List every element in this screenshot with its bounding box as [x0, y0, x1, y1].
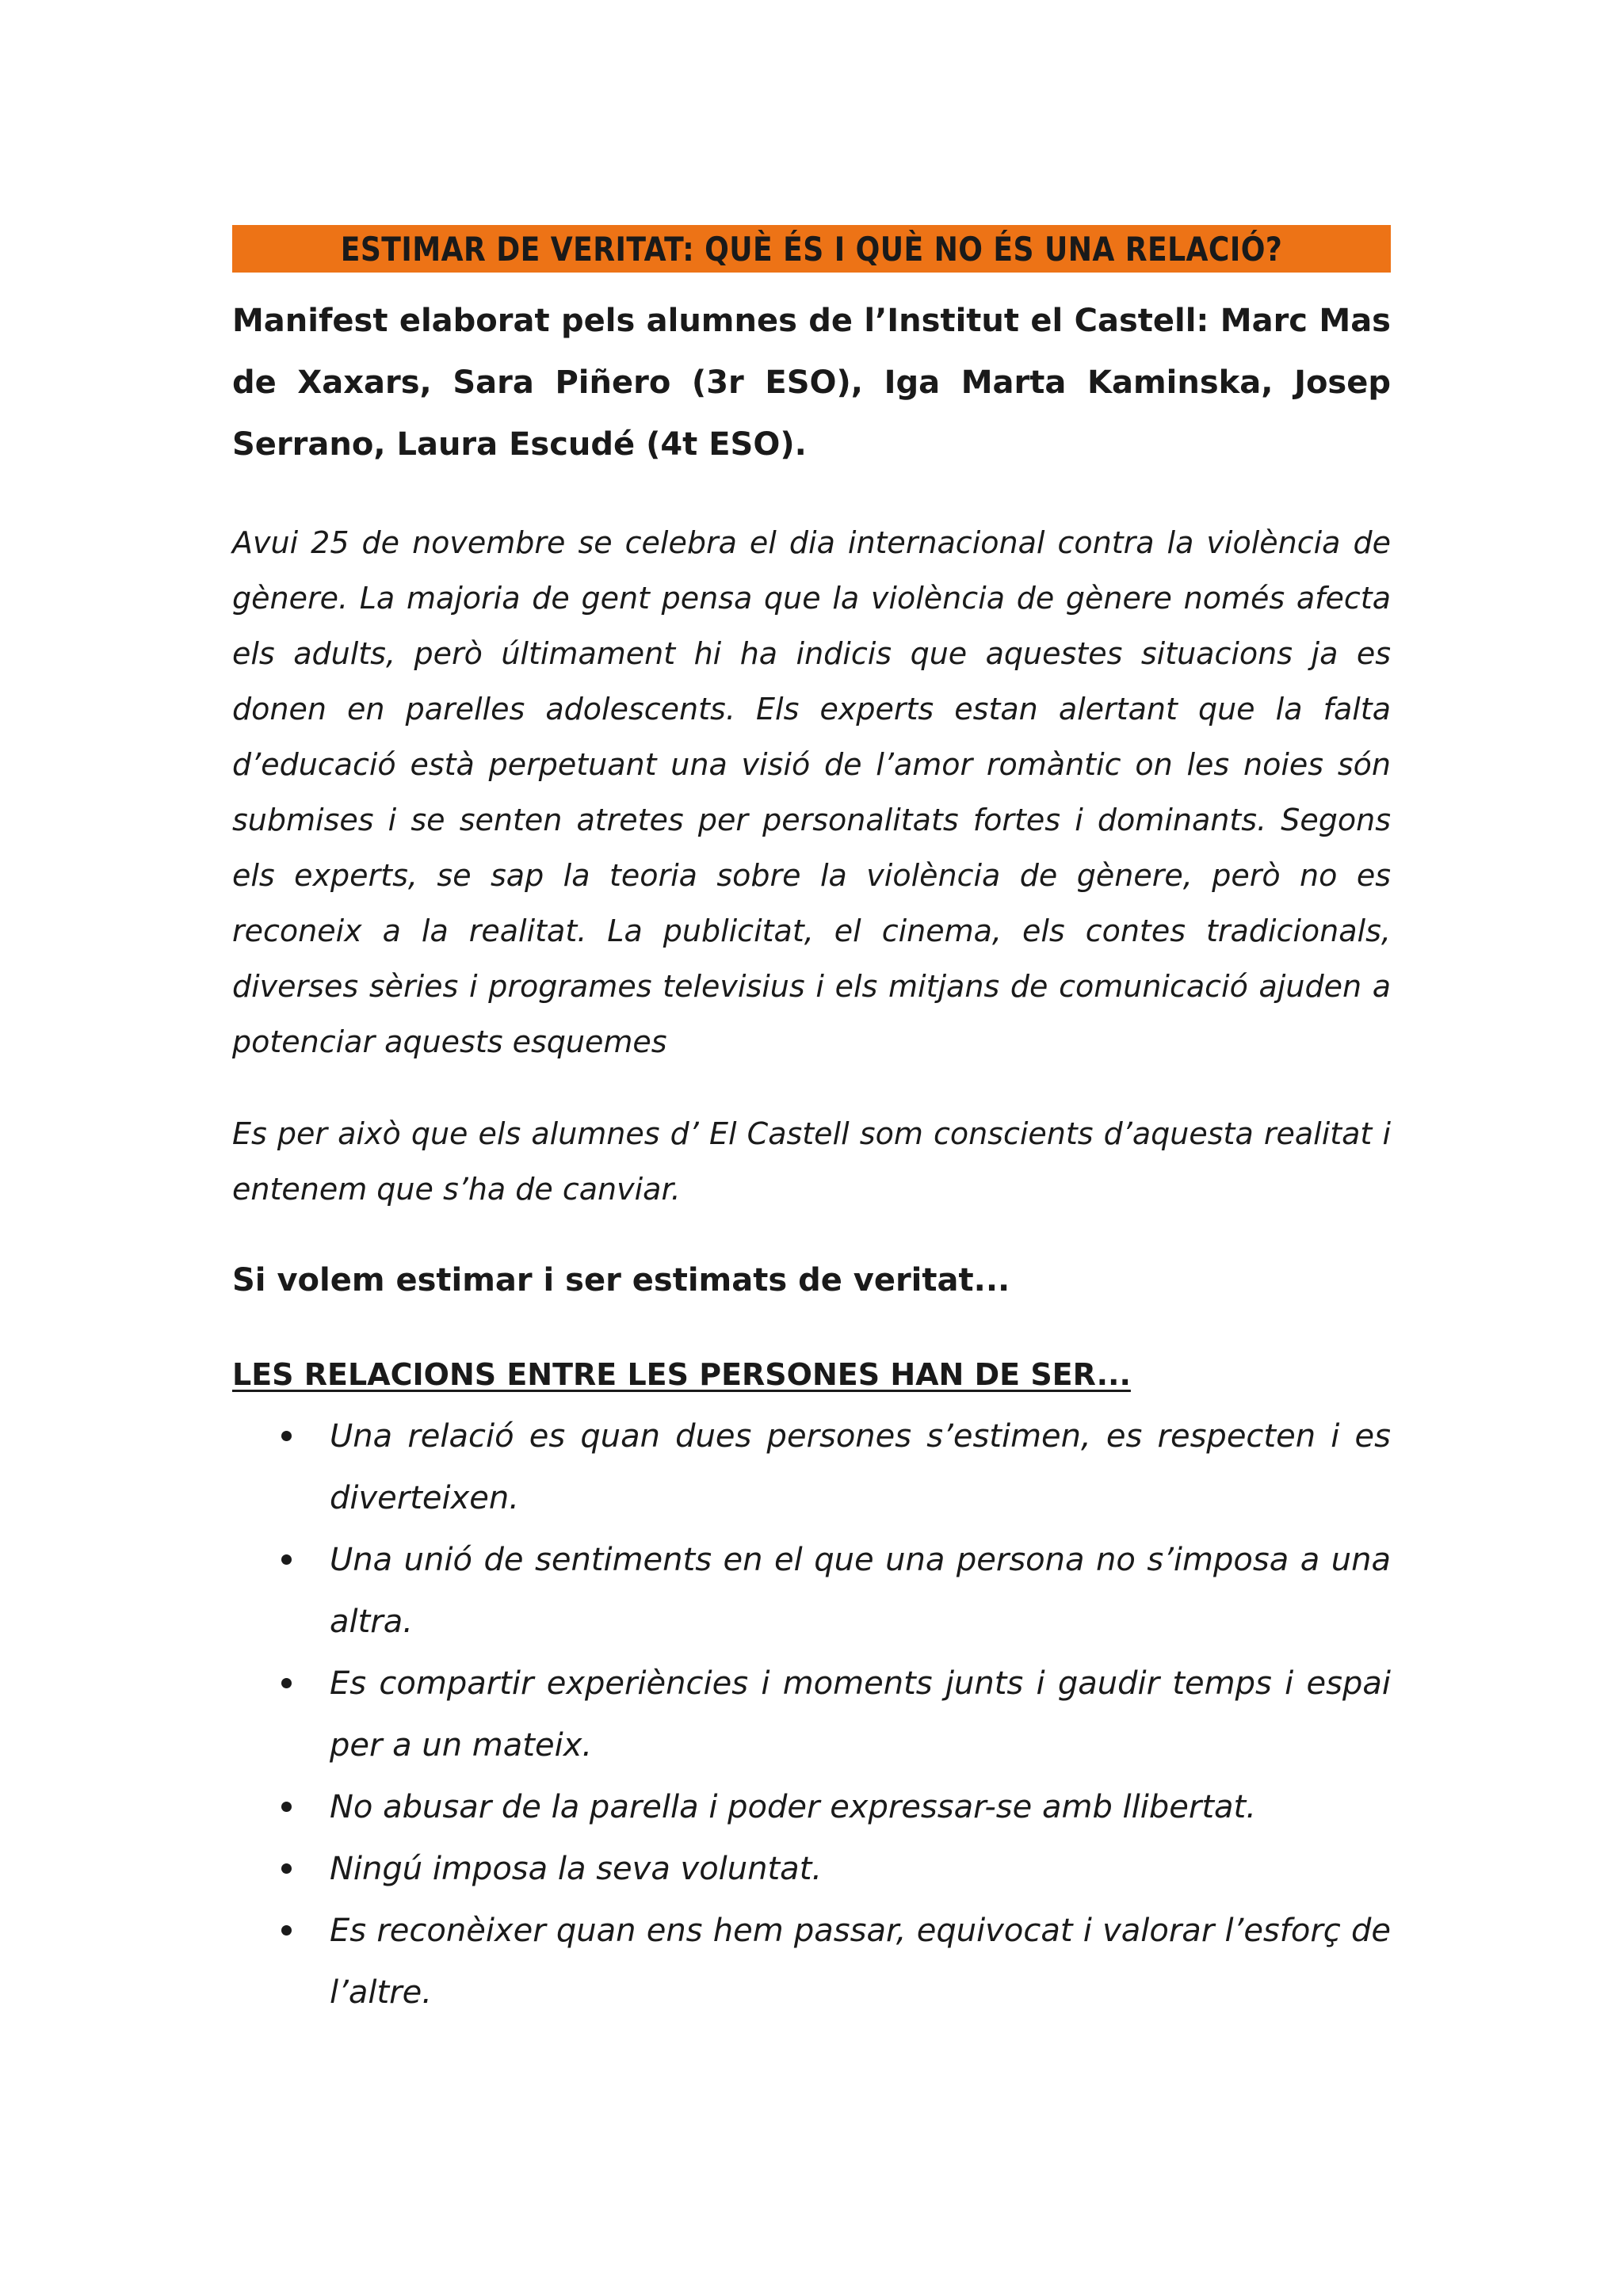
document-title: ESTIMAR DE VERITAT: QUÈ ÉS I QUÈ NO ÉS UNA RELACIÓ?	[313, 225, 1309, 273]
bullet-list	[232, 1405, 1391, 2023]
bullet-icon	[281, 1925, 292, 1936]
bullet-icon	[281, 1802, 292, 1812]
authors-paragraph: Manifest elaborat pels alumnes de l’Institut el Castell: Marc Mas de Xaxars, Sara Piñero (3r ESO), Iga Marta Kaminska, Josep Serrano, Laura Escudé (4t ESO).	[232, 303, 1391, 463]
section-heading: LES RELACIONS ENTRE LES PERSONES HAN DE SER...	[232, 1357, 1131, 1392]
list-item	[232, 1900, 1391, 2023]
title-banner	[232, 225, 1391, 273]
list-item	[232, 1776, 1391, 1838]
list-item	[232, 1838, 1391, 1900]
list-item	[232, 1653, 1391, 1776]
list-item-text: No abusar de la parella i poder expressar-se amb llibertat.	[330, 1789, 1256, 1825]
list-item-text: Una relació es quan dues persones s’estimen, es respecten i es diverteixen.	[330, 1418, 1391, 1516]
bullet-icon	[281, 1554, 292, 1565]
list-item-text: Es reconèixer quan ens hem passar, equivocat i valorar l’esforç de l’altre.	[330, 1913, 1391, 2011]
bullet-icon	[281, 1678, 292, 1688]
list-item-text: Ningú imposa la seva voluntat.	[330, 1851, 823, 1887]
bullet-icon	[281, 1863, 292, 1874]
lead-line: Si volem estimar i ser estimats de veritat...	[232, 1262, 1010, 1299]
second-paragraph: Es per això que els alumnes d’ El Castell som conscients d’aquesta realitat i entenem que s’ha de canviar.	[232, 1116, 1391, 1207]
intro-paragraph: Avui 25 de novembre se celebra el dia internacional contra la violència de gènere. La majoria de gent pensa que la violència de gènere només afecta els adults, però últimament hi ha indicis que aquestes situacions ja es donen en parelles adolescents. Els experts estan alertant que la falta d’educació està perpetuant una visió de l’amor romàntic on les noies són submises i se senten atretes per personalitats fortes i dominants. Segons els experts, se sap la teoria sobre la violència de gènere, però no es reconeix a la realitat. La publicitat, el cinema, els contes tradicionals, diverses sèries i programes televisius i els mitjans de comunicació ajuden a potenciar aquests esquemes	[232, 525, 1391, 1059]
bullet-icon	[281, 1431, 292, 1441]
list-item-text: Una unió de sentiments en el que una persona no s’imposa a una altra.	[330, 1542, 1391, 1640]
list-item-text: Es compartir experiències i moments junts i gaudir temps i espai per a un mateix.	[330, 1665, 1391, 1764]
document-body	[232, 225, 1391, 2023]
list-item	[232, 1405, 1391, 1529]
list-item	[232, 1529, 1391, 1653]
